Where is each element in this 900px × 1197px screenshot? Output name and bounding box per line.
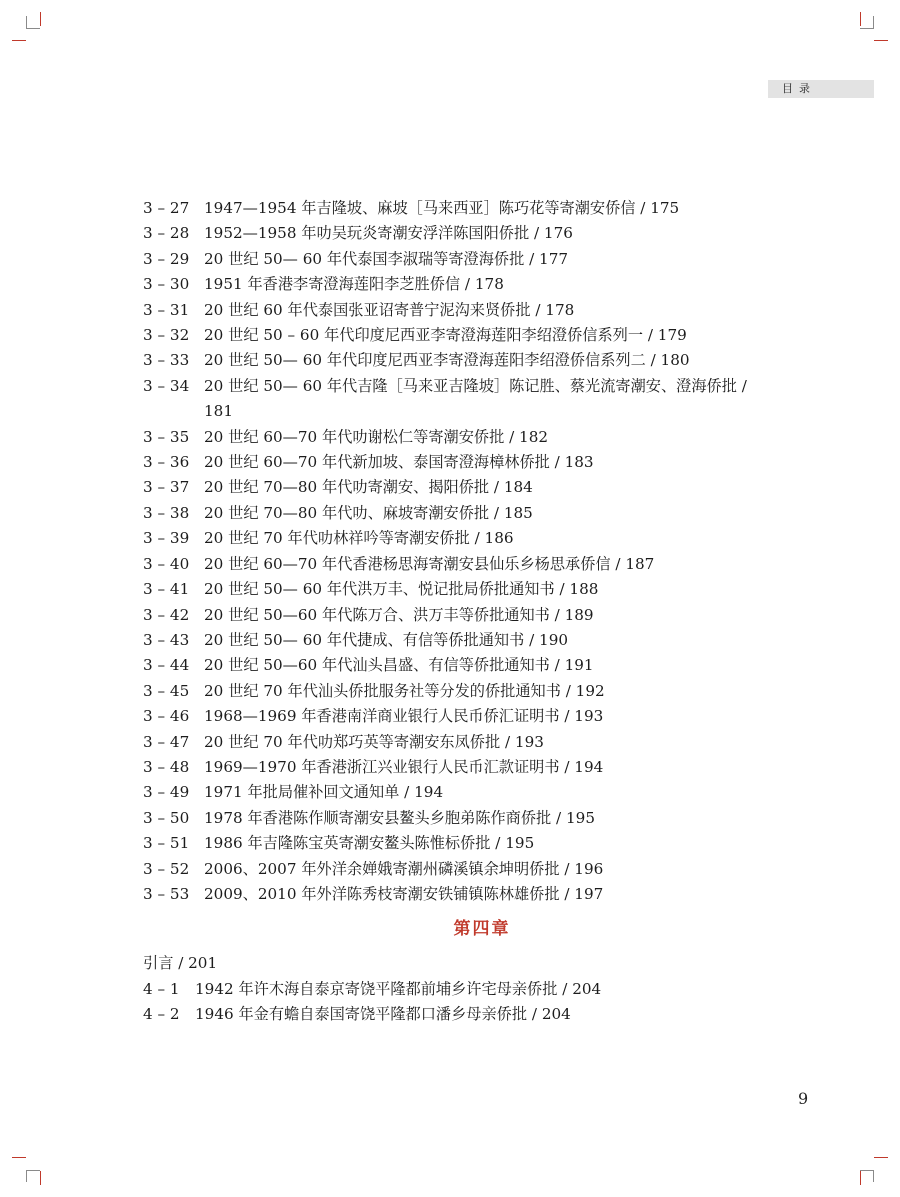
entry-title: 20 世纪 70 年代汕头侨批服务社等分发的侨批通知书 / 192 xyxy=(204,681,605,700)
toc-entry[interactable] xyxy=(143,196,783,221)
entry-number: 3 – 40 xyxy=(143,554,190,573)
toc-entry[interactable] xyxy=(143,653,783,678)
entry-title: 20 世纪 50— 60 年代印度尼西亚李寄澄海莲阳李绍澄侨信系列二 / 180 xyxy=(204,351,690,370)
toc-entry[interactable] xyxy=(143,755,783,780)
entry-number: 3 – 31 xyxy=(143,300,190,319)
toc-entry[interactable] xyxy=(143,552,783,577)
crop-mark xyxy=(874,1157,888,1158)
entry-title: 1947—1954 年吉隆坡、麻坡［马来西亚］陈巧花等寄潮安侨信 / 175 xyxy=(204,199,680,217)
toc-entry[interactable] xyxy=(143,348,783,373)
crop-mark xyxy=(873,16,874,28)
toc-entry[interactable] xyxy=(143,628,783,653)
table-of-contents xyxy=(143,196,783,1028)
entry-title: 20 世纪 50— 60 年代泰国李淑瑞等寄澄海侨批 / 177 xyxy=(204,249,569,268)
entry-number: 3 – 35 xyxy=(143,427,190,446)
toc-entry[interactable] xyxy=(143,679,783,704)
crop-mark xyxy=(26,16,27,28)
toc-entry[interactable] xyxy=(143,603,783,628)
entry-title: 1952—1958 年叻吴玩炎寄潮安浮洋陈国阳侨批 / 176 xyxy=(204,224,573,243)
crop-mark xyxy=(874,40,888,41)
entry-title: 1969—1970 年香港浙江兴业银行人民币汇款证明书 / 194 xyxy=(204,757,604,776)
entry-title: 20 世纪 50 – 60 年代印度尼西亚李寄澄海莲阳李绍澄侨信系列一 / 179 xyxy=(204,326,687,345)
crop-mark xyxy=(26,1170,27,1182)
toc-entry[interactable] xyxy=(143,247,783,272)
entry-number: 3 – 53 xyxy=(143,884,190,903)
entry-number: 3 – 48 xyxy=(143,757,190,776)
toc-entry[interactable] xyxy=(143,475,783,500)
toc-entry[interactable] xyxy=(143,374,783,425)
entry-number: 3 – 33 xyxy=(143,351,190,370)
crop-mark xyxy=(26,1170,40,1171)
entry-number: 3 – 51 xyxy=(143,834,190,853)
entry-title: 20 世纪 60—70 年代新加坡、泰国寄澄海樟林侨批 / 183 xyxy=(204,453,594,472)
entry-number: 3 – 45 xyxy=(143,681,190,700)
crop-mark xyxy=(860,1171,861,1185)
entry-number: 4 – 2 xyxy=(143,1005,180,1024)
toc-entry[interactable] xyxy=(143,450,783,475)
entry-number: 3 – 27 xyxy=(143,199,190,217)
intro-entry: 引言 / 201 xyxy=(143,954,218,973)
entry-title: 20 世纪 70—80 年代叻寄潮安、揭阳侨批 / 184 xyxy=(204,478,533,497)
entry-number: 3 – 50 xyxy=(143,808,190,827)
entry-number: 3 – 52 xyxy=(143,859,190,878)
toc-entry[interactable] xyxy=(143,857,783,882)
entry-title: 20 世纪 50—60 年代汕头昌盛、有信等侨批通知书 / 191 xyxy=(204,656,594,675)
entry-number: 3 – 41 xyxy=(143,580,190,599)
crop-mark xyxy=(12,1157,26,1158)
toc-entry[interactable] xyxy=(143,501,783,526)
running-header xyxy=(768,80,874,98)
toc-entry[interactable] xyxy=(143,298,783,323)
entry-number: 3 – 42 xyxy=(143,605,190,624)
entry-title: 20 世纪 50— 60 年代吉隆［马来亚吉隆坡］陈记胜、蔡光流寄潮安、澄海侨批 / 181 xyxy=(204,376,747,421)
entry-number: 3 – 39 xyxy=(143,529,190,548)
toc-entry[interactable] xyxy=(143,704,783,729)
toc-entry[interactable] xyxy=(143,730,783,755)
section-label: 目录 xyxy=(782,82,816,95)
entry-number: 3 – 43 xyxy=(143,630,190,649)
toc-entry[interactable] xyxy=(143,425,783,450)
entry-number: 4 – 1 xyxy=(143,979,180,998)
toc-entry[interactable] xyxy=(143,272,783,297)
entry-title: 20 世纪 60—70 年代叻谢松仁等寄潮安侨批 / 182 xyxy=(204,427,549,446)
toc-entry[interactable] xyxy=(143,780,783,805)
entry-number: 3 – 38 xyxy=(143,503,190,522)
entry-number: 3 – 37 xyxy=(143,478,190,497)
entry-title: 1968—1969 年香港南洋商业银行人民币侨汇证明书 / 193 xyxy=(204,707,604,726)
crop-mark xyxy=(40,1171,41,1185)
crop-mark xyxy=(873,1170,874,1182)
entry-number: 3 – 44 xyxy=(143,656,190,675)
entry-title: 20 世纪 60—70 年代香港杨思海寄潮安县仙乐乡杨思承侨信 / 187 xyxy=(204,554,655,573)
crop-mark xyxy=(860,28,874,29)
entry-title: 1986 年吉隆陈宝英寄潮安鳌头陈惟标侨批 / 195 xyxy=(204,834,535,853)
crop-mark xyxy=(860,12,861,26)
crop-mark xyxy=(12,40,26,41)
entry-title: 20 世纪 50— 60 年代洪万丰、悦记批局侨批通知书 / 188 xyxy=(204,580,599,599)
crop-mark xyxy=(40,12,41,26)
entry-title: 1942 年许木海自泰京寄饶平隆都前埔乡许宅母亲侨批 / 204 xyxy=(195,979,602,998)
entry-title: 20 世纪 70—80 年代叻、麻坡寄潮安侨批 / 185 xyxy=(204,503,533,522)
entry-number: 3 – 46 xyxy=(143,707,190,726)
toc-entry[interactable] xyxy=(143,1002,783,1027)
toc-entry[interactable] xyxy=(143,526,783,551)
entry-title: 1971 年批局催补回文通知单 / 194 xyxy=(204,783,444,802)
entry-title: 1978 年香港陈作顺寄潮安县鳌头乡胞弟陈作商侨批 / 195 xyxy=(204,808,595,827)
entry-title: 1946 年金有蟾自泰国寄饶平隆都口潘乡母亲侨批 / 204 xyxy=(195,1005,571,1024)
toc-entry[interactable] xyxy=(143,806,783,831)
toc-entry[interactable] xyxy=(143,882,783,907)
toc-entry[interactable] xyxy=(143,977,783,1002)
entry-number: 3 – 29 xyxy=(143,249,190,268)
entry-title: 20 世纪 60 年代泰国张亚诏寄普宁泥沟来贤侨批 / 178 xyxy=(204,300,575,319)
entry-number: 3 – 30 xyxy=(143,275,190,294)
entry-number: 3 – 49 xyxy=(143,783,190,802)
entry-title: 20 世纪 50—60 年代陈万合、洪万丰等侨批通知书 / 189 xyxy=(204,605,594,624)
entry-title: 20 世纪 70 年代叻郑巧英等寄潮安东凤侨批 / 193 xyxy=(204,732,544,751)
entry-list xyxy=(143,196,783,907)
entry-title: 20 世纪 70 年代叻林祥吟等寄潮安侨批 / 186 xyxy=(204,529,514,548)
chapter-heading: 第四章 xyxy=(453,919,511,940)
entry-number: 3 – 47 xyxy=(143,732,190,751)
page-number: 9 xyxy=(798,1089,809,1108)
crop-mark xyxy=(26,28,40,29)
chapter4-entry-list xyxy=(143,977,783,1028)
entry-number: 3 – 32 xyxy=(143,326,190,345)
entry-number: 3 – 28 xyxy=(143,224,190,243)
entry-title: 2009、2010 年外洋陈秀枝寄潮安铁铺镇陈林雄侨批 / 197 xyxy=(204,884,604,903)
entry-title: 20 世纪 50— 60 年代捷成、有信等侨批通知书 / 190 xyxy=(204,630,569,649)
toc-entry[interactable] xyxy=(143,221,783,246)
crop-mark xyxy=(860,1170,874,1171)
entry-number: 3 – 34 xyxy=(143,376,190,395)
entry-title: 1951 年香港李寄澄海莲阳李芝胜侨信 / 178 xyxy=(204,275,504,294)
toc-entry[interactable] xyxy=(143,577,783,602)
toc-entry[interactable] xyxy=(143,831,783,856)
entry-title: 2006、2007 年外洋余婵娥寄潮州磷溪镇余坤明侨批 / 196 xyxy=(204,859,604,878)
entry-number: 3 – 36 xyxy=(143,453,190,472)
toc-entry[interactable] xyxy=(143,323,783,348)
